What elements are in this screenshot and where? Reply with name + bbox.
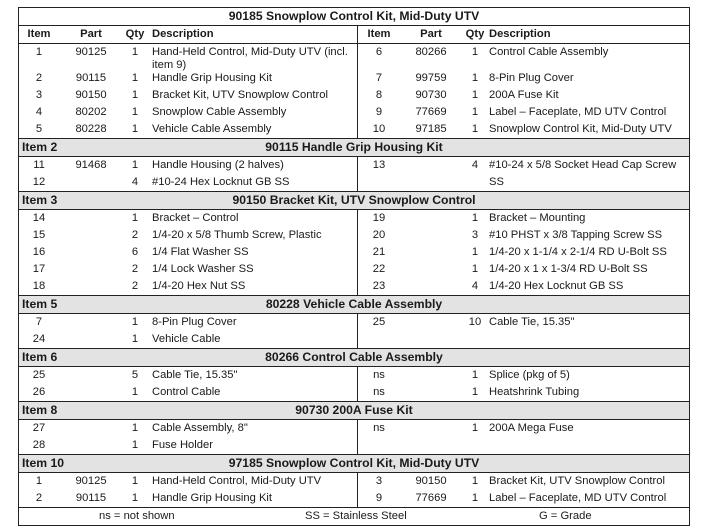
quantity: 1 xyxy=(131,46,139,58)
item-number: 4 xyxy=(35,106,43,118)
description: Control Cable xyxy=(152,386,221,398)
column-divider xyxy=(357,121,358,138)
part-number: 90115 xyxy=(75,492,107,504)
item-number: 8 xyxy=(375,89,383,101)
quantity: 1 xyxy=(131,89,139,101)
table-row xyxy=(19,314,689,331)
table-row xyxy=(19,261,689,278)
header-item: Item xyxy=(27,28,51,40)
quantity: 1 xyxy=(471,123,479,135)
quantity: 4 xyxy=(471,159,479,171)
column-divider xyxy=(357,227,358,244)
quantity: 4 xyxy=(131,176,139,188)
table-row xyxy=(19,384,689,401)
kit-title: 90185 Snowplow Control Kit, Mid-Duty UTV xyxy=(228,9,480,23)
description: Vehicle Cable xyxy=(152,333,221,345)
quantity: 6 xyxy=(131,246,139,258)
legend-footer xyxy=(19,507,689,525)
quantity: 3 xyxy=(471,229,479,241)
item-number: 3 xyxy=(375,475,383,487)
column-divider xyxy=(357,70,358,87)
header-part: Part xyxy=(420,28,442,40)
table-row xyxy=(19,87,689,104)
item-number: ns xyxy=(373,369,385,381)
description: Cable Tie, 15.35" xyxy=(152,369,238,381)
parts-list-table xyxy=(18,7,690,526)
quantity: 1 xyxy=(471,263,479,275)
part-number: 80202 xyxy=(75,106,107,118)
quantity: 1 xyxy=(131,333,139,345)
section-header xyxy=(19,295,689,314)
quantity: 1 xyxy=(471,72,479,84)
description: Handle Grip Housing Kit xyxy=(152,492,273,504)
description: Cable Tie, 15.35" xyxy=(489,316,575,328)
header-qty: Qty xyxy=(125,28,145,40)
description: 8-Pin Plug Cover xyxy=(152,316,237,328)
description: Bracket Kit, UTV Snowplow Control xyxy=(152,89,328,101)
section-header xyxy=(19,138,689,157)
column-divider xyxy=(357,367,358,384)
quantity: 1 xyxy=(131,72,139,84)
column-divider xyxy=(357,157,358,174)
section-header xyxy=(19,191,689,210)
description: Fuse Holder xyxy=(152,439,213,451)
section-item-label: Item 6 xyxy=(22,350,58,364)
item-number: 9 xyxy=(375,106,383,118)
description: 200A Mega Fuse xyxy=(489,422,574,434)
description: Bracket Kit, UTV Snowplow Control xyxy=(489,475,665,487)
item-number: 13 xyxy=(372,159,386,171)
description: Control Cable Assembly xyxy=(489,46,609,58)
section-title: 97185 Snowplow Control Kit, Mid-Duty UTV xyxy=(228,456,480,470)
part-number: 90150 xyxy=(75,89,107,101)
description: 8-Pin Plug Cover xyxy=(489,72,574,84)
table-row xyxy=(19,331,689,348)
section-title: 80266 Control Cable Assembly xyxy=(265,350,443,364)
table-row xyxy=(19,70,689,87)
header-item: Item xyxy=(367,28,391,40)
item-number: 2 xyxy=(35,72,43,84)
item-number: 5 xyxy=(35,123,43,135)
item-number: 25 xyxy=(32,369,46,381)
part-number: 80228 xyxy=(75,123,107,135)
kit-title-row xyxy=(19,8,689,26)
item-number: 7 xyxy=(375,72,383,84)
quantity: 1 xyxy=(471,246,479,258)
header-qty: Qty xyxy=(465,28,485,40)
quantity: 1 xyxy=(471,475,479,487)
description: 1/4-20 x 1 x 1-3/4 RD U-Bolt SS xyxy=(489,263,648,275)
column-divider xyxy=(357,244,358,261)
column-divider xyxy=(357,44,358,70)
quantity: 1 xyxy=(471,89,479,101)
quantity: 1 xyxy=(471,46,479,58)
legend-grade: G = Grade xyxy=(539,510,592,522)
description: Bracket – Mounting xyxy=(489,212,586,224)
table-row xyxy=(19,104,689,121)
quantity: 1 xyxy=(471,386,479,398)
item-number: 2 xyxy=(35,492,43,504)
item-number: 28 xyxy=(32,439,46,451)
item-number: 15 xyxy=(32,229,46,241)
description: 1/4-20 x 1-1/4 x 2-1/4 RD U-Bolt SS xyxy=(489,246,667,258)
item-number: 17 xyxy=(32,263,46,275)
section-title: 80228 Vehicle Cable Assembly xyxy=(265,297,443,311)
table-row xyxy=(19,367,689,384)
quantity: 1 xyxy=(131,159,139,171)
quantity: 1 xyxy=(131,439,139,451)
quantity: 1 xyxy=(471,369,479,381)
item-number: 25 xyxy=(372,316,386,328)
column-divider xyxy=(357,278,358,295)
item-number: 19 xyxy=(372,212,386,224)
description: Handle Housing (2 halves) xyxy=(152,159,284,171)
quantity: 1 xyxy=(131,422,139,434)
column-divider xyxy=(357,437,358,454)
description: 1/4-20 Hex Locknut GB SS xyxy=(489,280,624,292)
item-number: 26 xyxy=(32,386,46,398)
item-number: 16 xyxy=(32,246,46,258)
description: Heatshrink Tubing xyxy=(489,386,580,398)
quantity: 1 xyxy=(131,123,139,135)
description: Bracket – Control xyxy=(152,212,239,224)
column-divider xyxy=(357,331,358,348)
description: Cable Assembly, 8" xyxy=(152,422,248,434)
table-row xyxy=(19,473,689,490)
quantity: 2 xyxy=(131,280,139,292)
item-number: 7 xyxy=(35,316,43,328)
quantity: 2 xyxy=(131,263,139,275)
description: Snowplow Control Kit, Mid-Duty UTV xyxy=(489,123,672,135)
part-number: 77669 xyxy=(415,106,447,118)
item-number: 9 xyxy=(375,492,383,504)
description: Handle Grip Housing Kit xyxy=(152,72,273,84)
quantity: 1 xyxy=(131,475,139,487)
item-number: 20 xyxy=(372,229,386,241)
part-number: 90125 xyxy=(75,46,107,58)
quantity: 1 xyxy=(131,106,139,118)
section-item-label: Item 10 xyxy=(22,456,65,470)
quantity: 1 xyxy=(131,386,139,398)
item-number: 21 xyxy=(372,246,386,258)
quantity: 1 xyxy=(471,106,479,118)
column-divider xyxy=(357,174,358,191)
description: 1/4 Flat Washer SS xyxy=(152,246,249,258)
column-divider xyxy=(357,384,358,401)
item-number: 6 xyxy=(375,46,383,58)
quantity: 1 xyxy=(471,492,479,504)
quantity: 5 xyxy=(131,369,139,381)
legend-ns: ns = not shown xyxy=(99,510,175,522)
legend-ss: SS = Stainless Steel xyxy=(305,510,407,522)
quantity: 10 xyxy=(468,316,482,328)
table-row xyxy=(19,244,689,261)
header-description: Description xyxy=(152,28,214,40)
description: Label – Faceplate, MD UTV Control xyxy=(489,492,667,504)
sub-kit-sections xyxy=(19,138,689,507)
section-item-label: Item 5 xyxy=(22,297,58,311)
item-number: 27 xyxy=(32,422,46,434)
column-divider xyxy=(357,26,358,43)
description: #10-24 x 5/8 Socket Head Cap Screw SS xyxy=(489,159,677,188)
item-number: ns xyxy=(373,386,385,398)
column-divider xyxy=(357,473,358,490)
header-part: Part xyxy=(80,28,102,40)
description: 200A Fuse Kit xyxy=(489,89,559,101)
description: 1/4-20 x 5/8 Thumb Screw, Plastic xyxy=(152,229,322,241)
part-number: 97185 xyxy=(415,123,447,135)
quantity: 1 xyxy=(471,422,479,434)
section-header xyxy=(19,454,689,473)
table-row xyxy=(19,278,689,295)
description: #10 PHST x 3/8 Tapping Screw SS xyxy=(489,229,663,241)
description: 1/4 Lock Washer SS xyxy=(152,263,254,275)
table-row xyxy=(19,490,689,507)
quantity: 2 xyxy=(131,229,139,241)
column-divider xyxy=(357,210,358,227)
description: Label – Faceplate, MD UTV Control xyxy=(489,106,667,118)
section-header xyxy=(19,401,689,420)
part-number: 91468 xyxy=(75,159,107,171)
quantity: 1 xyxy=(471,212,479,224)
table-row xyxy=(19,44,689,70)
item-number: 23 xyxy=(372,280,386,292)
section-item-label: Item 8 xyxy=(22,403,58,417)
section-header xyxy=(19,348,689,367)
part-number: 80266 xyxy=(415,46,447,58)
column-divider xyxy=(357,314,358,331)
description: Splice (pkg of 5) xyxy=(489,369,570,381)
item-number: 24 xyxy=(32,333,46,345)
section-item-label: Item 3 xyxy=(22,193,58,207)
table-row xyxy=(19,437,689,454)
table-row xyxy=(19,210,689,227)
table-row xyxy=(19,227,689,244)
description: Hand-Held Control, Mid-Duty UTV xyxy=(152,475,322,487)
section-title: 90115 Handle Grip Housing Kit xyxy=(265,140,443,154)
part-number: 90150 xyxy=(415,475,447,487)
description: Snowplow Cable Assembly xyxy=(152,106,287,118)
table-row xyxy=(19,121,689,138)
column-divider xyxy=(357,87,358,104)
item-number: 12 xyxy=(32,176,46,188)
column-divider xyxy=(357,420,358,437)
section-title: 90150 Bracket Kit, UTV Snowplow Control xyxy=(232,193,476,207)
description: #10-24 Hex Locknut GB SS xyxy=(152,176,290,188)
description: Hand-Held Control, Mid-Duty UTV (incl. item 9) xyxy=(152,46,348,71)
part-number: 90115 xyxy=(75,72,107,84)
table-row xyxy=(19,174,689,191)
column-divider xyxy=(357,261,358,278)
description: 1/4-20 Hex Nut SS xyxy=(152,280,246,292)
quantity: 1 xyxy=(131,492,139,504)
column-divider xyxy=(357,104,358,121)
header-description: Description xyxy=(489,28,551,40)
part-number: 99759 xyxy=(415,72,447,84)
item-number: ns xyxy=(373,422,385,434)
column-divider xyxy=(357,490,358,507)
section-title: 90730 200A Fuse Kit xyxy=(295,403,413,417)
item-number: 1 xyxy=(35,475,43,487)
table-row xyxy=(19,420,689,437)
description: Vehicle Cable Assembly xyxy=(152,123,272,135)
part-number: 90730 xyxy=(415,89,447,101)
item-number: 14 xyxy=(32,212,46,224)
main-kit-rows xyxy=(19,44,689,138)
section-item-label: Item 2 xyxy=(22,140,58,154)
quantity: 1 xyxy=(131,212,139,224)
item-number: 3 xyxy=(35,89,43,101)
part-number: 90125 xyxy=(75,475,107,487)
item-number: 10 xyxy=(372,123,386,135)
item-number: 18 xyxy=(32,280,46,292)
part-number: 77669 xyxy=(415,492,447,504)
item-number: 1 xyxy=(35,46,43,58)
item-number: 11 xyxy=(33,159,45,171)
quantity: 1 xyxy=(131,316,139,328)
column-header-row xyxy=(19,26,689,44)
quantity: 4 xyxy=(471,280,479,292)
item-number: 22 xyxy=(372,263,386,275)
